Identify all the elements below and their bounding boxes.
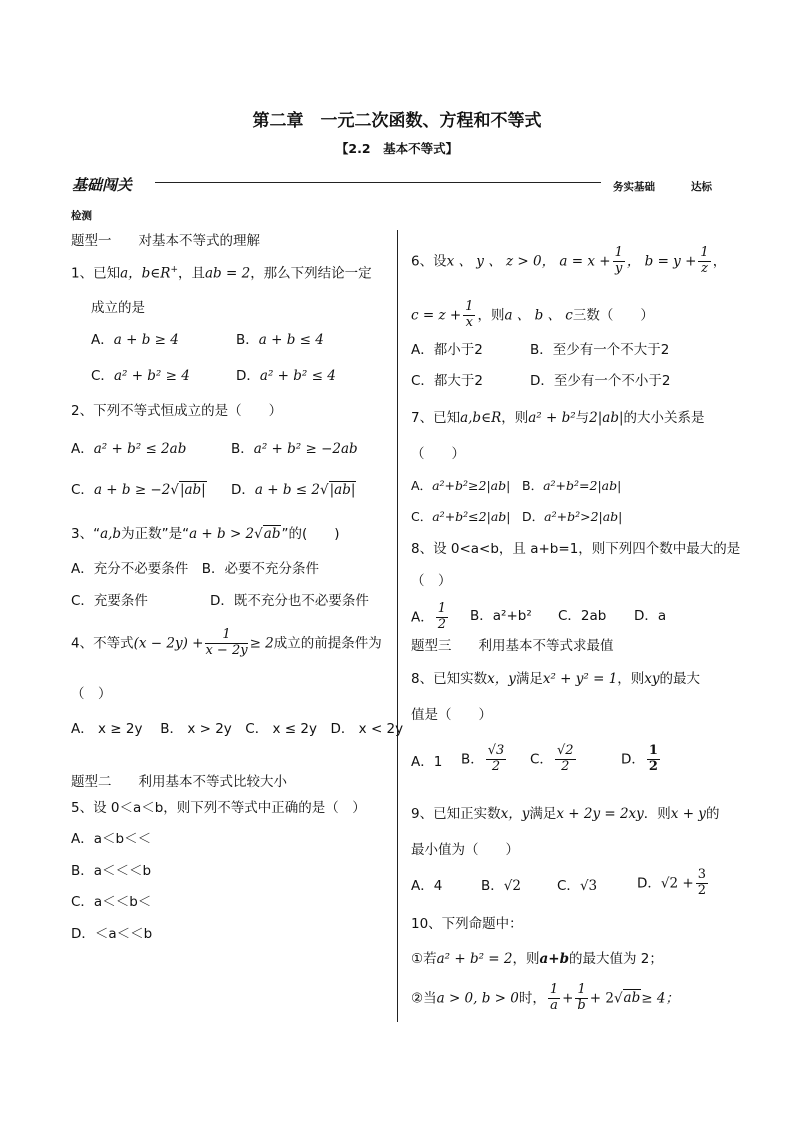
q9-d-label: D． [637, 875, 661, 892]
q1-c-label: C． [91, 368, 114, 384]
q7-option-c [411, 511, 511, 524]
q1-text: 1、已知 [71, 265, 121, 282]
q7-option-d [522, 511, 622, 524]
q6-option-d: D．至少有一个不小于2 [530, 373, 671, 389]
q7-t2: ，则 [501, 410, 529, 426]
q6-m4: c = z + [411, 307, 462, 324]
q6-t4: 三数（ ） [572, 307, 654, 324]
q6-m3: ， b = y + [626, 253, 697, 270]
q10-2-frac-1 [548, 983, 560, 1014]
q8-a-num: 1 [437, 601, 447, 616]
q2-option-d: D．a + b ≤ 2√|ab| [231, 482, 356, 498]
q8b-b-frac [486, 744, 507, 775]
q9-c-math: √3 [579, 878, 598, 894]
q1-text3: ，那么下列结论一定 [250, 265, 372, 282]
q10-1-m2: a+b [539, 951, 570, 967]
q6-option-c: C．都大于2 [411, 373, 484, 389]
q9-d-math: √2 + [660, 875, 694, 892]
q9-option-c [557, 880, 597, 894]
q6-t2: ， [712, 253, 727, 270]
q1-b-math: a + b ≤ 4 [258, 332, 324, 348]
q2-stem: 2、下列不等式恒成立的是（ ） [71, 403, 283, 419]
q8b-m1: x，y [487, 671, 516, 687]
q1-stem [71, 266, 372, 281]
q10-1-t1: ①若 [411, 951, 437, 967]
q6-b-num: 1 [700, 245, 709, 260]
q9-c-label: C． [557, 878, 580, 894]
q10-2-m2: + 2 [589, 990, 614, 1007]
q8b-m2: x² + y² = 1 [542, 671, 618, 687]
q9-m3: x + y [670, 806, 706, 822]
q1-c-math: a² + b² ≥ 4 [113, 368, 190, 384]
column-divider [397, 230, 398, 1022]
q8b-t2: 满足 [515, 671, 543, 687]
q8b-stem [411, 673, 700, 687]
q8-stem: 8、设 0<a<b，且 a+b=1，则下列四个数中最大的是 [411, 541, 741, 557]
q1-math: a，b∈R [120, 265, 171, 282]
q8b-option-b [461, 744, 508, 775]
q7-b-math: a²+b²=2|ab| [543, 478, 622, 493]
q8b-d-label: D． [621, 751, 645, 768]
q9-option-a: A．4 [411, 878, 443, 894]
q9-b-math: √2 [503, 878, 521, 894]
q1-a-label: A． [91, 332, 114, 348]
q6-a-num: 1 [614, 245, 623, 260]
q1-b-label: B． [236, 332, 259, 348]
q3-m2: a + b > 2 [189, 526, 255, 542]
q8-option-c: C．2ab [558, 608, 607, 624]
q8b-m3: xy [644, 671, 660, 687]
q9-d-num: 3 [697, 867, 706, 882]
banner-right-2: 达标 [691, 181, 712, 193]
q7-option-a [411, 480, 510, 493]
q8b-option-d [621, 744, 662, 775]
q8-a-label: A． [411, 609, 434, 626]
q3-stem: 3、“a,b为正数”是“a + b > 2√ab”的( ) [71, 526, 340, 542]
q8-option-d: D．a [634, 608, 667, 624]
q5-stem: 5、设 0＜a＜b，则下列不等式中正确的是（ ） [71, 800, 366, 816]
q3-t3: ”的( ) [281, 526, 340, 542]
q1-option-d [236, 370, 336, 384]
banner-right-1: 务实基础 [613, 181, 655, 193]
q7-m1: a,b∈R [460, 410, 502, 426]
q3-t1: 3、“ [71, 526, 101, 542]
q4-num: 1 [205, 628, 247, 644]
q7-option-b [522, 480, 621, 493]
q10-2-d1: a [550, 997, 558, 1013]
q1-stem-2: 成立的是 [91, 300, 145, 316]
q4-t1: 4、不等式 [71, 635, 134, 652]
q7-c-label: C． [411, 509, 433, 524]
q4-fraction [205, 628, 247, 659]
q2-d-math: a + b ≤ 2 [254, 482, 320, 498]
q5-option-d: D．＜a＜＜b [71, 926, 153, 942]
q3-m1: a,b [100, 526, 122, 542]
q4-blank: （ ） [71, 686, 112, 702]
q2-d-radicand: |ab| [329, 482, 356, 498]
q6-m2: ， a = x + [541, 253, 611, 270]
q1-d-math: a² + b² ≤ 4 [259, 368, 336, 384]
banner-divider [155, 182, 601, 183]
q10-item-1 [411, 953, 663, 967]
q10-stem: 10、下列命题中： [411, 916, 523, 932]
q2-a-label: A． [71, 441, 94, 457]
q9-t3: ．则 [643, 806, 671, 822]
q10-1-t3: 的最大值为 2； [569, 951, 663, 967]
q6-b-den: z [701, 260, 708, 276]
q9-t4: 的 [705, 806, 720, 822]
q6-c-den: x [465, 314, 473, 330]
q7-blank: （ ） [411, 446, 465, 462]
q6-c-num: 1 [465, 299, 474, 314]
q6-option-b: B．至少有一个不大于2 [530, 342, 670, 358]
q6-frac-c [463, 300, 475, 331]
q8b-b-den: 2 [491, 758, 501, 774]
q10-item-2: ②当a > 0, b > 0时， $\frac{1}{a}$ + $\frac{1}{b}$ + 2√ab≥ 4； [411, 982, 679, 1013]
q3-option-ab: A．充分不必要条件 B．必要不充分条件 [71, 561, 319, 577]
q10-2-t2: 时， [518, 990, 546, 1007]
q1-text2: ，且 [178, 265, 205, 282]
q8b-d-frac [647, 744, 660, 775]
q8b-option-a: A．1 [411, 754, 443, 770]
q5-option-c: C．a＜＜b＜ [71, 894, 152, 910]
q7-a-label: A． [411, 478, 433, 493]
q4-den: x − 2y [205, 642, 248, 658]
q10-2-m1: a > 0, b > 0 [436, 990, 519, 1007]
q1-option-c [91, 370, 190, 384]
q8-a-frac [436, 602, 448, 633]
banner-below: 检测 [71, 210, 92, 222]
q1-d-label: D． [236, 368, 260, 384]
q1-a-math: a + b ≥ 4 [113, 332, 179, 348]
q10-2-m3: ≥ 4； [641, 990, 679, 1007]
q1-option-b [236, 334, 324, 348]
q4-stem [71, 628, 382, 659]
q8b-d-den: 2 [648, 758, 658, 774]
q4-options: A． x ≥ 2y B． x > 2y C． x ≤ 2y D． x < 2y [71, 721, 404, 737]
q8-a-den: 2 [437, 616, 447, 632]
type2-heading: 题型二 利用基本不等式比较大小 [71, 774, 287, 790]
q8b-t4: 的最大 [659, 671, 701, 687]
q6-m1: x 、 y 、 z > 0 [446, 253, 542, 270]
q1-math2: ab = 2 [205, 265, 251, 282]
type1-heading: 题型一 对基本不等式的理解 [71, 233, 260, 249]
q10-1-t2: ，则 [512, 951, 540, 967]
q9-t2: 满足 [529, 806, 557, 822]
q6-a-den: y [615, 260, 623, 276]
q9-m1: x，y [500, 806, 530, 822]
q7-m3: 2|ab| [589, 410, 624, 426]
q10-2-t1: ②当 [411, 990, 437, 1007]
q10-2-n1: 1 [549, 982, 559, 997]
chapter-title: 第二章 一元二次函数、方程和不等式 [252, 111, 542, 131]
q2-c-label: C． [71, 482, 94, 498]
q1-option-a [91, 334, 179, 348]
q7-b-label: B． [522, 478, 544, 493]
q4-m2: ≥ 2 [249, 635, 274, 652]
q7-stem [411, 412, 705, 426]
q3-option-d: D．既不充分也不必要条件 [210, 593, 369, 609]
type3-heading: 题型三 利用基本不等式求最值 [411, 638, 614, 654]
q6-frac-b [698, 246, 710, 277]
q8-option-b: B．a²+b² [470, 608, 532, 624]
q6-m5: a 、 b 、 c [504, 307, 573, 324]
q2-b-math: a² + b² ≥ −2ab [253, 441, 358, 457]
q8b-option-c [530, 744, 578, 775]
q6-frac-a [613, 246, 625, 277]
q2-option-c: C．a + b ≥ −2√|ab| [71, 482, 206, 498]
q7-t3: 与 [575, 410, 590, 426]
q7-a-math: a²+b²≥2|ab| [432, 478, 511, 493]
q3-option-c: C．充要条件 [71, 593, 148, 609]
q9-stem [411, 808, 719, 822]
q9-option-b [481, 880, 521, 894]
banner-title: 基础闯关 [72, 176, 133, 194]
q2-c-math: a + b ≥ −2 [93, 482, 171, 498]
q8-option-a [411, 602, 450, 633]
q4-m1: (x − 2y) + [133, 635, 204, 652]
q6-t1: 6、设 [411, 253, 447, 270]
q8-blank: （ ） [411, 573, 452, 589]
q8b-d-num: 1 [648, 743, 658, 758]
q3-t2: 为正数”是“ [121, 526, 190, 542]
q10-2-radicand: ab [623, 990, 641, 1007]
q8b-c-label: C． [530, 751, 553, 768]
q3-radicand: ab [263, 526, 281, 542]
q10-2-frac-2 [575, 983, 587, 1014]
section-tag: 【2.2 基本不等式】 [335, 141, 459, 156]
q8b-b-num: √3 [487, 743, 505, 758]
q6-t3: ，则 [477, 307, 505, 324]
q7-d-label: D． [522, 509, 545, 524]
q2-a-math: a² + b² ≤ 2ab [93, 441, 187, 457]
q4-t2: 成立的前提条件为 [273, 635, 382, 652]
q9-t1: 9、已知正实数 [411, 806, 501, 822]
q8b-c-num: √2 [556, 743, 574, 758]
q6-stem [411, 246, 726, 277]
q7-d-math: a²+b²>2|ab| [544, 509, 623, 524]
q9-m2: x + 2y = 2xy [556, 806, 644, 822]
q2-c-radicand: |ab| [179, 482, 206, 498]
q10-2-n2: 1 [577, 982, 586, 997]
q7-c-math: a²+b²≤2|ab| [432, 509, 511, 524]
q8b-c-den: 2 [561, 758, 570, 774]
q5-option-a: A．a＜b＜＜ [71, 831, 152, 847]
q9-d-frac [696, 868, 708, 899]
q9-d-den: 2 [697, 882, 706, 898]
q8b-c-frac [555, 744, 576, 775]
q2-b-label: B． [231, 441, 254, 457]
q2-option-b [231, 443, 358, 457]
q7-t4: 的大小关系是 [623, 410, 705, 426]
q2-option-a [71, 443, 186, 457]
q6-stem-2 [411, 300, 654, 331]
q8b-t3: ，则 [617, 671, 645, 687]
q9-b-label: B． [481, 878, 504, 894]
q10-1-m1: a² + b² = 2 [436, 951, 513, 967]
q6-option-a: A．都小于2 [411, 342, 483, 358]
q7-m2: a² + b² [528, 410, 576, 426]
q9-option-d [637, 868, 710, 899]
q9-stem-2: 最小值为（ ） [411, 842, 519, 858]
q2-d-label: D． [231, 482, 255, 498]
q8b-t1: 8、已知实数 [411, 671, 488, 687]
q5-option-b: B．a＜＜＜b [71, 863, 152, 879]
q8b-b-label: B． [461, 751, 484, 768]
q10-2-d2: b [577, 997, 586, 1013]
q7-t1: 7、已知 [411, 410, 461, 426]
q8b-stem-2: 值是（ ） [411, 707, 492, 723]
q1-sup: + [170, 265, 178, 275]
